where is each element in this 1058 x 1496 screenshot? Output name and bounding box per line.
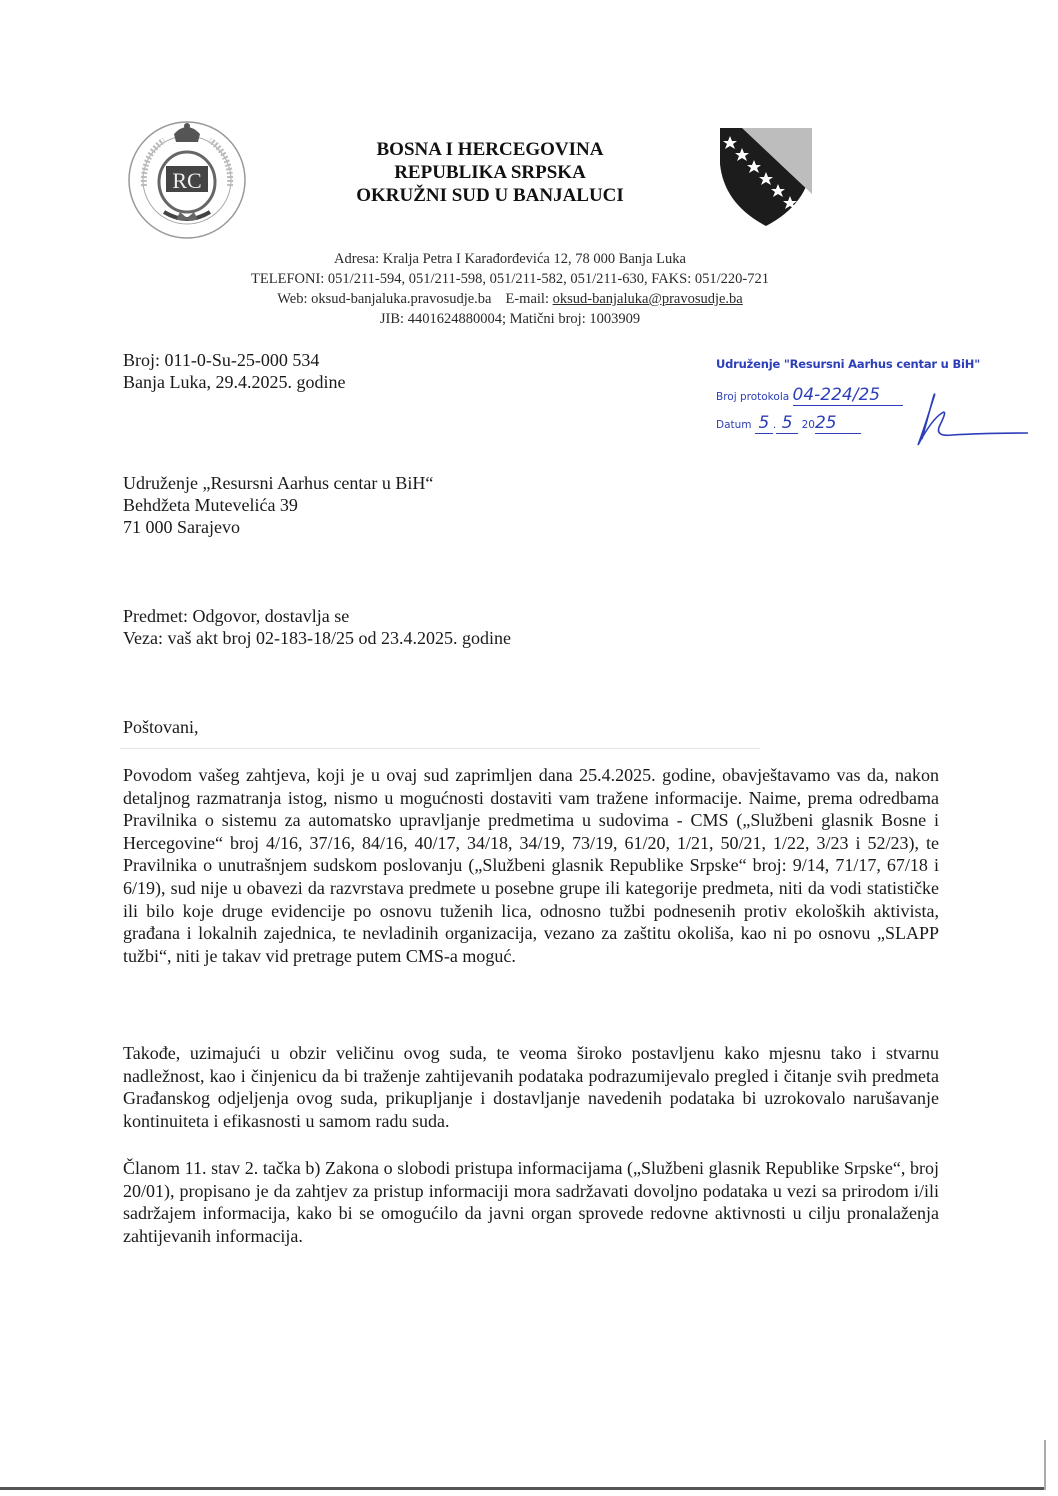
svg-text:RC: RC (172, 168, 202, 193)
stamp-date-day: 5 (755, 413, 773, 434)
stamp-date-row: Datum 5 . 5 2025 (716, 413, 861, 434)
signature-icon (902, 389, 1032, 449)
address-line: Adresa: Kralja Petra I Karađorđevića 12, 78 000 Banja Luka (334, 251, 686, 267)
body-paragraph-1: Povodom vašeg zahtjeva, koji je u ovaj sud zaprimljen dana 25.4.2025. godine, obavještavamo vas da, nakon detaljnog razmatranja istog, nismo u mogućnosti dostaviti vam tražene informacije. Naime, prema odredbama Pravilnika o sistemu za automatsko upravljanje predmetima u sudovima - CMS („Službeni glasnik Bosne i Hercegovine“ broj 4/16, 37/16, 84/16, 40/17, 34/18, 34/19, 73/19, 61/20, 1/21, 50/21, 1/22, 3/23 i 52/23), te Pravilnika o unutrašnjem sudskom poslovanju („Službeni glasnik Republike Srpske“ broj: 9/14, 71/17, 67/18 i 6/19), sud nije u obavezi da razvrstava predmete u posebne grupe ili kategorije predmeta, niti da vodi statističke ili bilo koje druge evidencije po osnovu tuženih lica, odnosno tužbi podnesenih protiv ekoloških aktivista, građana i lokalnih zajednica, te nevladinih organizacija, vezano za zaštitu okoliša, kao ni po osnovu „SLAPP tužbi“, niti je takav vid pretrage putem CMS-a moguć. (123, 765, 939, 966)
phones-line: TELEFONI: 051/211-594, 051/211-598, 051/211-582, 051/211-630, FAKS: 051/220-721 (251, 271, 769, 287)
recipient-address (123, 472, 433, 538)
stamp-protocol-row (716, 385, 903, 406)
stamp-date-label: Datum (716, 419, 752, 431)
received-stamp (716, 357, 1036, 433)
body-paragraph-3: Članom 11. stav 2. tačka b) Zakona o slobodi pristupa informacijama („Službeni glasnik Republike Srpske“, broj 20/01), propisano je da zahtjev za pristup informaciji mora sadržavati dovoljno podataka u vezi sa prirodom i/ili sadržajem informacija, kako bi se omogućilo da javni organ sprovede redovne aktivnosti u cilju pronalaženja zahtijevanih informacija. (123, 1158, 939, 1246)
contact-info (180, 249, 840, 329)
heading-country: BOSNA I HERCEGOVINA (376, 139, 604, 160)
web-email-line (180, 289, 840, 309)
recipient-street: Behdžeta Mutevelića 39 (123, 495, 298, 515)
stamp-title: Udruženje "Resursni Aarhus centar u BiH" (716, 357, 980, 371)
court-seal-icon (124, 116, 250, 240)
heading-court: OKRUŽNI SUD U BANJALUCI (356, 185, 624, 206)
recipient-name: Udruženje „Resursni Aarhus centar u BiH“ (123, 473, 434, 493)
reference-number: Broj: 011-0-Su-25-000 534 (123, 350, 320, 370)
scan-artifact (120, 748, 760, 749)
ids-line: JIB: 4401624880004; Matični broj: 1003909 (379, 311, 641, 327)
document-reference (123, 349, 345, 393)
scan-right-edge (1044, 1440, 1046, 1490)
heading-entity: REPUBLIKA SRPSKA (394, 162, 586, 183)
institution-heading (300, 138, 680, 207)
stamp-date-year-prefix: 20 (801, 419, 815, 431)
stamp-date-month: 5 (776, 413, 798, 434)
email-link[interactable]: oksud-banjaluka@pravosudje.ba (552, 291, 743, 307)
place-date: Banja Luka, 29.4.2025. godine (123, 372, 346, 392)
body-paragraph-2: Takođe, uzimajući u obzir veličinu ovog suda, te veoma široko postavljenu kako mjesnu tako i stvarnu nadležnost, kao i činjenicu da bi traženje zahtijevanih podataka podrazumijevalo pregled i čitanje svih predmeta Građanskog odjeljenja ovog suda, prikupljanje i dostavljanje navedenih podataka bi uzrokovalo narušavanje kontinuiteta i efikasnosti u samom radu suda. (123, 1043, 939, 1131)
email-label: E-mail: (505, 291, 553, 307)
recipient-city: 71 000 Sarajevo (123, 517, 240, 537)
stamp-protocol-value: 04-224/25 (793, 385, 903, 406)
web-link[interactable]: Web: oksud-banjaluka.pravosudje.ba (277, 291, 492, 307)
salutation: Poštovani, (123, 717, 199, 737)
subject-block (123, 605, 511, 649)
scan-bottom-edge (0, 1487, 1044, 1490)
stamp-date-year-suffix: 25 (815, 413, 861, 434)
subject-line: Predmet: Odgovor, dostavlja se (123, 606, 350, 626)
relation-line: Veza: vaš akt broj 02-183-18/25 od 23.4.2025. godine (123, 628, 511, 648)
stamp-protocol-label: Broj protokola (716, 391, 790, 403)
bih-coat-of-arms-icon (716, 124, 816, 228)
